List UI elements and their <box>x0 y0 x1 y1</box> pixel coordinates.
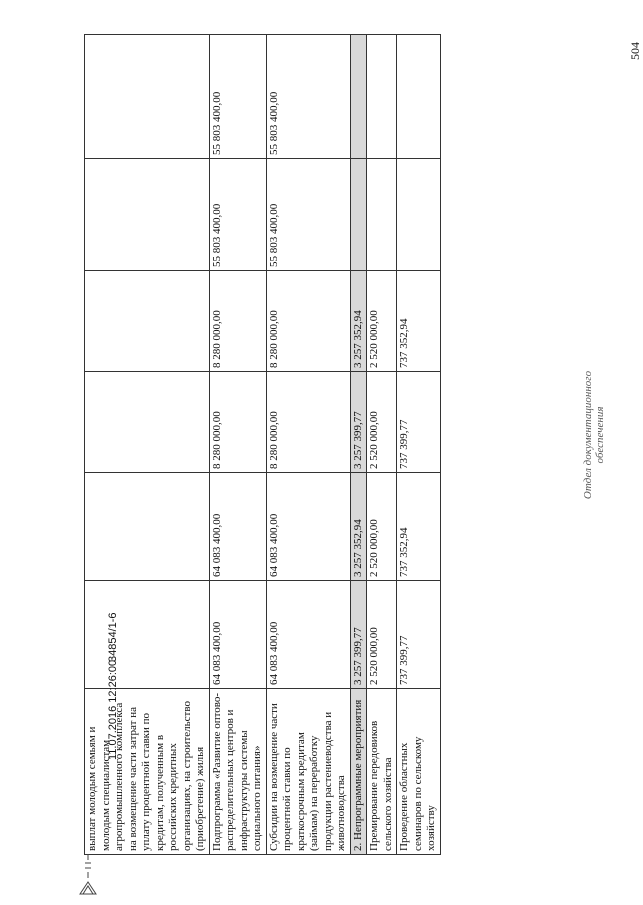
table-row <box>85 35 210 855</box>
table-body <box>85 35 441 855</box>
row-label-line: Подпрограмма «Развитие оптово- <box>210 692 223 851</box>
value-cell: 8 280 000,00 <box>266 372 350 473</box>
row-label-line: агропромышленного комплекса <box>113 702 125 851</box>
row-label-line: (приобретение) жилья <box>194 746 206 851</box>
table-row <box>367 35 397 855</box>
value-cell: 2 520 000,00 <box>367 473 397 581</box>
value-cell <box>85 159 210 271</box>
row-label-line: выплат молодым семьям и <box>86 726 98 851</box>
row-label-line: на возмещение части затрат на <box>126 707 139 851</box>
row-label-line: организациях, на строительство <box>180 701 193 851</box>
value-cell: 64 083 400,00 <box>266 581 350 689</box>
table-row <box>266 35 350 855</box>
value-cell: 8 280 000,00 <box>209 271 266 372</box>
row-label-line: (займам) на переработку <box>308 735 320 851</box>
value-cell <box>85 581 210 689</box>
value-cell <box>397 159 441 271</box>
value-cell: 3 257 352,94 <box>350 473 367 581</box>
row-label-line: инфраструктуры системы <box>237 730 250 851</box>
value-cell: 737 399,77 <box>397 581 441 689</box>
row-label <box>397 689 441 855</box>
page-number: 504 <box>628 42 642 60</box>
value-cell <box>367 159 397 271</box>
row-label-line: продукции растениеводства и <box>321 711 334 851</box>
row-label-line: семинаров по сельскому <box>411 736 424 851</box>
row-label-line: хозяйству <box>425 805 437 851</box>
value-cell: 55 803 400,00 <box>266 35 350 159</box>
value-cell: 2 520 000,00 <box>367 372 397 473</box>
value-cell <box>367 35 397 159</box>
row-label-line: 2. Непрограммные мероприятия <box>351 699 364 851</box>
value-cell <box>85 271 210 372</box>
stamp-text: Отдел документационного обеспечения <box>582 370 606 500</box>
value-cell: 8 280 000,00 <box>266 271 350 372</box>
table-row <box>350 35 367 855</box>
value-cell: 8 280 000,00 <box>209 372 266 473</box>
row-label-line: уплату процентной ставки по <box>140 712 152 851</box>
row-label-line: молодым специалистам <box>99 739 112 851</box>
value-cell: 2 520 000,00 <box>367 271 397 372</box>
table-row <box>209 35 266 855</box>
row-label <box>85 689 210 855</box>
row-label-line: российских кредитных <box>167 743 179 851</box>
row-label <box>350 689 367 855</box>
row-label-line: краткосрочным кредитам <box>294 732 307 851</box>
row-label <box>367 689 397 855</box>
row-label-line: Субсидии на возмещение части <box>267 703 280 851</box>
row-label-line: кредитам, полученным в <box>153 734 166 851</box>
row-label-line: социального питания» <box>251 745 263 851</box>
value-cell: 64 083 400,00 <box>209 473 266 581</box>
budget-table <box>84 34 441 855</box>
value-cell: 55 803 400,00 <box>209 35 266 159</box>
row-label-line: процентной ставки по <box>281 747 293 851</box>
value-cell: 3 257 399,77 <box>350 372 367 473</box>
value-cell <box>350 35 367 159</box>
value-cell <box>397 35 441 159</box>
value-cell: 55 803 400,00 <box>209 159 266 271</box>
value-cell: 737 399,77 <box>397 372 441 473</box>
row-label-line: Премирование передовиков <box>368 720 380 851</box>
value-cell: 737 352,94 <box>397 473 441 581</box>
value-cell: 55 803 400,00 <box>266 159 350 271</box>
row-label <box>266 689 350 855</box>
value-cell: 2 520 000,00 <box>367 581 397 689</box>
value-cell: 64 083 400,00 <box>209 581 266 689</box>
value-cell <box>85 473 210 581</box>
footer-doc-number: 34854/1-6 <box>107 612 119 662</box>
value-cell: 3 257 399,77 <box>350 581 367 689</box>
value-cell: 3 257 352,94 <box>350 271 367 372</box>
value-cell <box>350 159 367 271</box>
value-cell: 64 083 400,00 <box>266 473 350 581</box>
row-label-line: распределительных центров и <box>224 709 236 851</box>
rotated-table-container <box>84 35 466 855</box>
value-cell <box>85 372 210 473</box>
row-label-line: Проведение областных <box>398 742 410 851</box>
table-row <box>397 35 441 855</box>
row-label-line: сельского хозяйства <box>381 757 394 851</box>
value-cell <box>85 35 210 159</box>
row-label <box>209 689 266 855</box>
row-label-line: животноводства <box>335 775 347 851</box>
value-cell: 737 352,94 <box>397 271 441 372</box>
footer-timestamp: 11.07.2016 12:26:00 <box>107 659 119 760</box>
stamp-logo-icon <box>77 848 99 898</box>
